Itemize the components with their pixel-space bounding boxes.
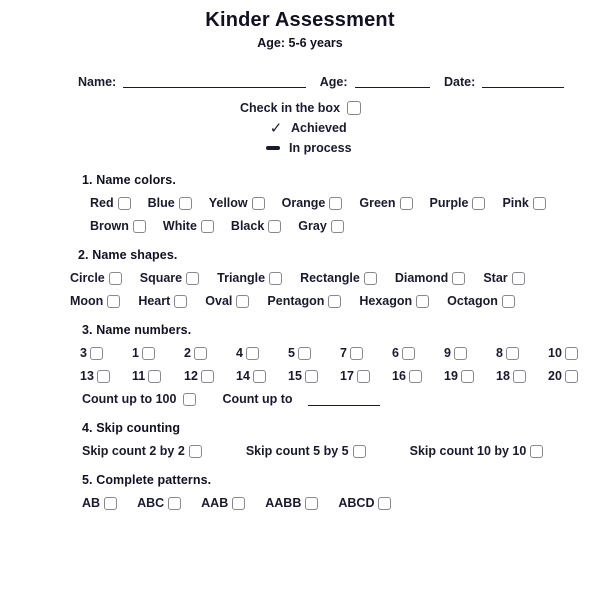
skip-counting-row (0, 444, 600, 458)
item-label: Circle (70, 271, 105, 285)
checkbox-item[interactable] (410, 444, 544, 458)
checkbox-item[interactable] (496, 369, 531, 383)
item-checkbox[interactable] (364, 272, 377, 285)
checkbox-item[interactable] (184, 369, 219, 383)
item-label: Yellow (208, 196, 248, 210)
checkbox-item[interactable] (80, 346, 115, 360)
item-checkbox[interactable] (179, 197, 192, 210)
item-checkbox[interactable] (565, 347, 578, 360)
item-label: 20 (548, 369, 562, 383)
checkbox-item[interactable] (132, 369, 167, 383)
section-3-heading: 3. Name numbers. (82, 323, 192, 337)
item-label: 17 (340, 369, 354, 383)
page-subtitle: Age: 5-6 years (257, 36, 343, 50)
section-skip-counting (0, 421, 600, 458)
item-checkbox[interactable] (402, 347, 415, 360)
checkbox-item[interactable] (217, 271, 282, 285)
checkmark-icon: ✓ (269, 119, 283, 137)
item-checkbox[interactable] (232, 497, 245, 510)
item-checkbox[interactable] (305, 370, 318, 383)
item-checkbox[interactable] (174, 295, 187, 308)
legend-check-instruction-row (0, 98, 600, 118)
checkbox-item[interactable] (444, 369, 479, 383)
item-label: 2 (184, 346, 191, 360)
item-label: Rectangle (300, 271, 360, 285)
item-label: AABB (265, 496, 302, 510)
checkbox-item[interactable] (496, 346, 531, 360)
checkbox-item[interactable] (163, 219, 214, 233)
item-label: 4 (236, 346, 243, 360)
item-label: 5 (288, 346, 295, 360)
item-label: 14 (236, 369, 250, 383)
count-row (0, 392, 600, 406)
item-checkbox[interactable] (461, 370, 474, 383)
checkbox-item[interactable] (340, 346, 375, 360)
item-label: 3 (80, 346, 87, 360)
item-checkbox[interactable] (357, 370, 370, 383)
checkbox-item[interactable] (298, 219, 344, 233)
checkbox-item[interactable] (231, 219, 281, 233)
item-checkbox[interactable] (252, 197, 265, 210)
checkbox-item[interactable] (148, 196, 192, 210)
item-label: Octagon (447, 294, 498, 308)
checkbox-item[interactable] (340, 369, 375, 383)
item-label: Pentagon (267, 294, 325, 308)
item-checkbox[interactable] (513, 370, 526, 383)
checkbox-item[interactable] (395, 271, 465, 285)
item-label: Skip count 5 by 5 (245, 444, 349, 458)
checkbox-item[interactable] (548, 369, 583, 383)
checkbox-item[interactable] (82, 496, 117, 510)
item-checkbox[interactable] (378, 497, 391, 510)
item-checkbox[interactable] (269, 272, 282, 285)
item-checkbox[interactable] (353, 445, 366, 458)
item-checkbox[interactable] (502, 295, 515, 308)
checkbox-item[interactable] (338, 496, 391, 510)
checkbox-item[interactable] (236, 369, 271, 383)
legend-check-instruction-label: Check in the box (240, 101, 341, 115)
item-checkbox[interactable] (201, 220, 214, 233)
checkbox-item[interactable] (184, 346, 219, 360)
item-label: Orange (281, 196, 326, 210)
checkbox-item[interactable] (444, 346, 479, 360)
checkbox-item[interactable] (82, 444, 202, 458)
item-checkbox[interactable] (168, 497, 181, 510)
checkbox-item[interactable] (282, 196, 343, 210)
item-label: Skip count 10 by 10 (409, 444, 527, 458)
item-label: Star (483, 271, 508, 285)
legend-checkbox[interactable] (347, 101, 361, 115)
item-label: 9 (444, 346, 451, 360)
dash-icon (266, 146, 280, 150)
item-label: AB (82, 496, 101, 510)
item-label: 8 (496, 346, 503, 360)
legend-achieved-row (0, 118, 600, 138)
item-checkbox[interactable] (194, 347, 207, 360)
item-label: 6 (392, 346, 399, 360)
checkbox-item[interactable] (132, 346, 167, 360)
age-input[interactable] (355, 74, 431, 88)
item-checkbox[interactable] (104, 497, 117, 510)
date-label: Date: (444, 75, 476, 89)
item-label: 18 (496, 369, 510, 383)
checkbox-item[interactable] (236, 346, 271, 360)
item-label: Green (359, 196, 396, 210)
item-checkbox[interactable] (201, 370, 214, 383)
checkbox-item[interactable] (548, 346, 583, 360)
item-label: Purple (429, 196, 469, 210)
name-label: Name: (78, 75, 117, 89)
count-to-100-label: Count up to 100 (82, 392, 177, 406)
shapes-row-2 (0, 294, 600, 308)
item-label: Heart (138, 294, 171, 308)
legend-in-process-label: In process (289, 141, 352, 155)
checkbox-item[interactable] (246, 444, 366, 458)
section-5-heading: 5. Complete patterns. (82, 473, 212, 487)
checkbox-item[interactable] (359, 196, 412, 210)
numbers-row-1 (0, 346, 600, 360)
item-label: Oval (205, 294, 233, 308)
item-checkbox[interactable] (253, 370, 266, 383)
checkbox-item[interactable] (288, 369, 323, 383)
item-checkbox[interactable] (189, 445, 202, 458)
shapes-row-1 (0, 271, 600, 285)
student-info-line (0, 74, 600, 89)
item-checkbox[interactable] (118, 197, 131, 210)
checkbox-item[interactable] (80, 369, 115, 383)
item-label: Moon (70, 294, 104, 308)
item-checkbox[interactable] (186, 272, 199, 285)
item-checkbox[interactable] (148, 370, 161, 383)
item-checkbox[interactable] (142, 347, 155, 360)
legend-in-process-row (0, 138, 600, 158)
checkbox-item[interactable] (502, 196, 545, 210)
checkbox-item[interactable] (90, 219, 146, 233)
item-label: 16 (392, 369, 406, 383)
item-checkbox[interactable] (328, 295, 341, 308)
item-checkbox[interactable] (97, 370, 110, 383)
item-checkbox[interactable] (350, 347, 363, 360)
item-label: Diamond (394, 271, 449, 285)
checkbox-item[interactable] (90, 196, 131, 210)
section-name-shapes (0, 248, 600, 308)
section-2-heading: 2. Name shapes. (78, 248, 178, 262)
item-checkbox[interactable] (268, 220, 281, 233)
colors-row-2 (0, 219, 600, 233)
item-checkbox[interactable] (565, 370, 578, 383)
count-to-100-checkbox[interactable] (183, 393, 196, 406)
date-input[interactable] (482, 74, 564, 88)
checkbox-item[interactable] (483, 271, 524, 285)
numbers-row-2 (0, 369, 600, 383)
item-checkbox[interactable] (400, 197, 413, 210)
checkbox-item[interactable] (288, 346, 323, 360)
item-checkbox[interactable] (331, 220, 344, 233)
item-label: AAB (201, 496, 229, 510)
checkbox-item[interactable] (447, 294, 515, 308)
item-checkbox[interactable] (452, 272, 465, 285)
item-checkbox[interactable] (533, 197, 546, 210)
checkbox-item[interactable] (265, 496, 318, 510)
item-label: Blue (147, 196, 175, 210)
item-checkbox[interactable] (409, 370, 422, 383)
colors-row-1 (0, 196, 600, 210)
item-checkbox[interactable] (298, 347, 311, 360)
item-checkbox[interactable] (329, 197, 342, 210)
item-label: 12 (184, 369, 198, 383)
count-to-blank-label: Count up to (222, 392, 293, 406)
legend (0, 98, 600, 158)
item-label: Red (90, 196, 114, 210)
item-checkbox[interactable] (305, 497, 318, 510)
item-label: Triangle (217, 271, 266, 285)
item-checkbox[interactable] (530, 445, 543, 458)
section-name-colors (0, 173, 600, 233)
item-checkbox[interactable] (512, 272, 525, 285)
item-checkbox[interactable] (506, 347, 519, 360)
page-title: Kinder Assessment (205, 9, 395, 31)
item-checkbox[interactable] (236, 295, 249, 308)
item-label: ABCD (338, 496, 375, 510)
section-4-heading: 4. Skip counting (82, 421, 181, 435)
item-label: Square (139, 271, 183, 285)
item-label: 19 (444, 369, 458, 383)
age-label: Age: (319, 75, 348, 89)
checkbox-item[interactable] (430, 196, 486, 210)
item-label: Hexagon (359, 294, 413, 308)
checkbox-item[interactable] (392, 346, 427, 360)
item-label: ABC (137, 496, 165, 510)
item-label: Gray (298, 219, 327, 233)
item-checkbox[interactable] (472, 197, 485, 210)
item-checkbox[interactable] (133, 220, 146, 233)
item-label: Pink (502, 196, 529, 210)
legend-achieved-label: Achieved (291, 121, 347, 135)
item-label: 10 (548, 346, 562, 360)
checkbox-item[interactable] (267, 294, 341, 308)
item-label: Skip count 2 by 2 (82, 444, 185, 458)
count-to-blank-input[interactable] (308, 392, 380, 406)
checkbox-item[interactable] (205, 294, 249, 308)
section-complete-patterns (0, 473, 600, 510)
section-1-heading: 1. Name colors. (82, 173, 176, 187)
item-label: 13 (80, 369, 94, 383)
item-checkbox[interactable] (109, 272, 122, 285)
item-label: Black (230, 219, 265, 233)
worksheet-page (0, 9, 600, 609)
checkbox-item[interactable] (138, 294, 187, 308)
count-to-100-item[interactable] (82, 392, 196, 406)
checkbox-item[interactable] (140, 271, 199, 285)
item-label: 11 (132, 369, 146, 383)
item-label: 15 (288, 369, 302, 383)
item-checkbox[interactable] (90, 347, 103, 360)
checkbox-item[interactable] (359, 294, 429, 308)
checkbox-item[interactable] (300, 271, 377, 285)
checkbox-item[interactable] (70, 271, 122, 285)
item-label: 1 (132, 346, 139, 360)
checkbox-item[interactable] (201, 496, 245, 510)
item-checkbox[interactable] (454, 347, 467, 360)
item-label: 7 (340, 346, 347, 360)
patterns-row (0, 496, 600, 510)
item-checkbox[interactable] (416, 295, 429, 308)
checkbox-item[interactable] (70, 294, 120, 308)
name-input[interactable] (123, 74, 306, 88)
checkbox-item[interactable] (392, 369, 427, 383)
checkbox-item[interactable] (137, 496, 181, 510)
item-checkbox[interactable] (246, 347, 259, 360)
checkbox-item[interactable] (209, 196, 265, 210)
item-label: Brown (90, 219, 129, 233)
item-checkbox[interactable] (107, 295, 120, 308)
count-to-blank-item[interactable] (222, 392, 379, 406)
section-name-numbers (0, 323, 600, 406)
item-label: White (162, 219, 197, 233)
